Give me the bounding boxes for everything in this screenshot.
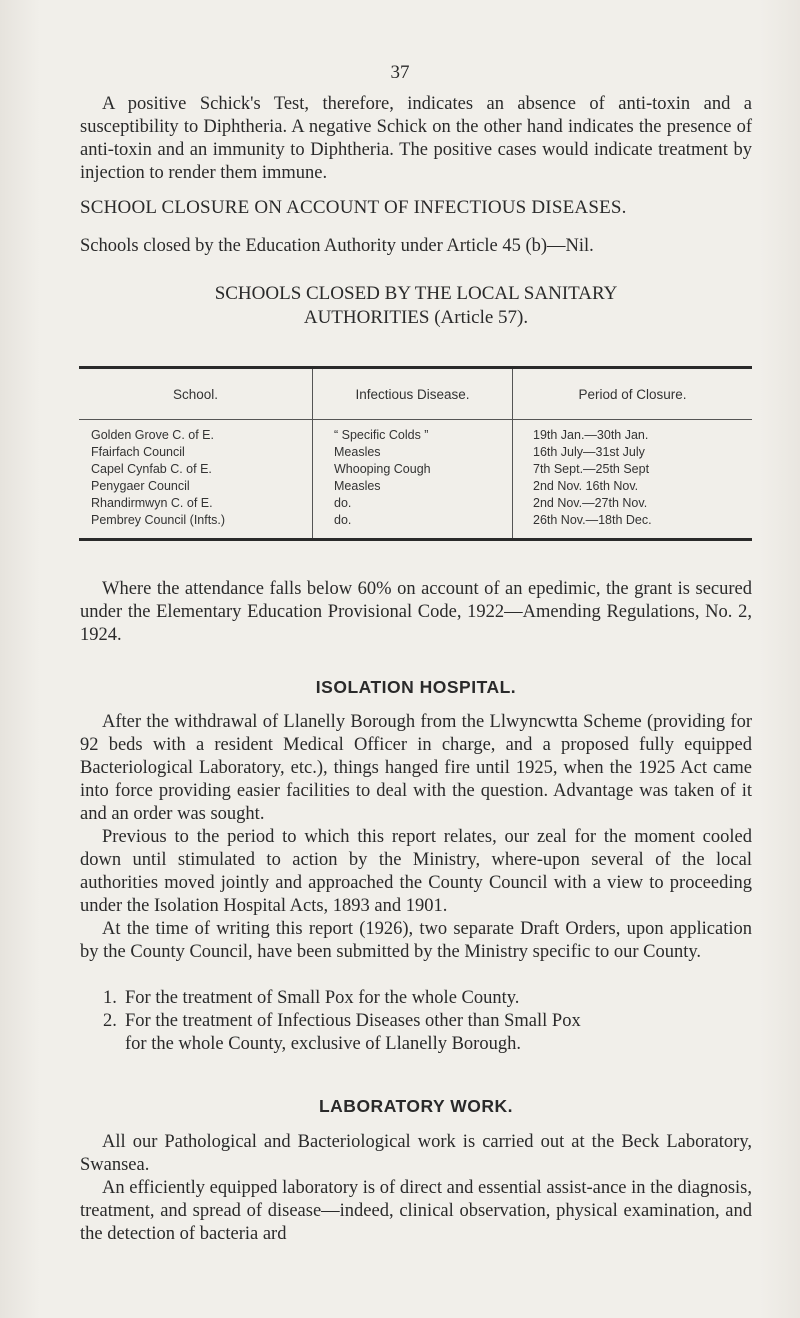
isolation-paragraph-2 xyxy=(80,826,752,918)
school-cell: Pembrey Council (Infts.) xyxy=(91,513,226,527)
laboratory-paragraph-1 xyxy=(80,1131,752,1177)
page-number: 37 xyxy=(390,62,410,83)
period-cell: 7th Sept.—25th Sept xyxy=(533,462,650,476)
period-cell: 16th July—31st July xyxy=(533,445,645,459)
table-header-row xyxy=(79,369,752,420)
school-cell: Capel Cynfab C. of E. xyxy=(91,462,212,476)
disease-cell: “ Specific Colds ” xyxy=(334,428,429,442)
list-item xyxy=(103,987,753,1010)
school-cell: Rhandirmwyn C. of E. xyxy=(91,496,213,510)
table-header-disease: Infectious Disease. xyxy=(313,369,513,419)
period-column xyxy=(513,420,752,538)
period-cell: 19th Jan.—30th Jan. xyxy=(533,428,649,442)
intro-paragraph xyxy=(80,93,752,185)
education-authority-line: Schools closed by the Education Authority under Article 45 (b)—Nil. xyxy=(80,236,594,256)
list-item-text-line1: For the treatment of Infectious Diseases other than Small Pox xyxy=(125,1011,581,1031)
isolation-hospital-heading: ISOLATION HOSPITAL. xyxy=(315,677,517,697)
period-cell: 2nd Nov.—27th Nov. xyxy=(533,496,648,510)
laboratory-paragraph-2 xyxy=(80,1177,752,1246)
table-header-school: School. xyxy=(79,369,313,419)
closure-table xyxy=(79,366,752,541)
list-item-text-line2: for the whole County, exclusive of Llanelly Borough. xyxy=(125,1034,521,1054)
school-cell: Penygaer Council xyxy=(91,479,190,493)
isolation-paragraph-2-text: Previous to the period to which this report relates, our zeal for the moment cooled down until stimulated to action by the Ministry, where-upon several of the local authorities moved jointly and approached the County Council with a view to proceeding under the Isolation Hospital Acts, 1893 and 1901. xyxy=(80,827,752,916)
attendance-paragraph xyxy=(80,578,752,647)
sanitary-heading xyxy=(80,282,752,330)
disease-cell: do. xyxy=(334,513,352,527)
intro-paragraph-text: A positive Schick's Test, therefore, indicates an absence of anti-toxin and a susceptibility to Diphtheria. A negative Schick on the other hand indicates the presence of anti-toxin and an immunity to Diphtheria. The positive cases would indicate treatment by injection to render them immune. xyxy=(80,94,752,183)
school-cell: Ffairfach Council xyxy=(91,445,185,459)
list-item-number: 2. xyxy=(103,1011,117,1031)
laboratory-paragraph-1-text: All our Pathological and Bacteriological work is carried out at the Beck Laboratory, Swansea. xyxy=(80,1132,752,1175)
isolation-paragraph-3-text: At the time of writing this report (1926), two separate Draft Orders, upon application by the County Council, have been submitted by the Ministry specific to our County. xyxy=(80,919,752,962)
isolation-paragraph-1 xyxy=(80,711,752,826)
attendance-paragraph-text: Where the attendance falls below 60% on account of an epedimic, the grant is secured under the Elementary Education Provisional Code, 1922—Amending Regulations, No. 2, 1924. xyxy=(80,579,752,645)
list-item-number: 1. xyxy=(103,988,117,1008)
table-body xyxy=(79,420,752,538)
disease-cell: Measles xyxy=(334,445,381,459)
list-item-text: For the treatment of Small Pox for the whole County. xyxy=(125,988,520,1008)
table-header-period: Period of Closure. xyxy=(578,386,687,402)
laboratory-paragraph-2-text: An efficiently equipped laboratory is of direct and essential assist-ance in the diagnosis, treatment, and spread of disease—indeed, clinical observation, physical examination, and the detection of bacteria ard xyxy=(80,1178,752,1244)
school-closure-heading: SCHOOL CLOSURE ON ACCOUNT OF INFECTIOUS DISEASES. xyxy=(80,197,627,218)
isolation-paragraph-1-text: After the withdrawal of Llanelly Borough from the Llwyncwtta Scheme (providing for 92 beds with a resident Medical Officer in charge, and a proposed fully equipped Bacteriological Laboratory, etc.), things hanged fire until 1925, when the 1925 Act came into force providing easier facilities to deal with the question. Advantage was taken of it and an order was sought. xyxy=(80,712,752,824)
sanitary-heading-line2: AUTHORITIES (Article 57). xyxy=(303,307,529,328)
school-column xyxy=(79,420,313,538)
school-cell: Golden Grove C. of E. xyxy=(91,428,214,442)
disease-column xyxy=(313,420,513,538)
list-item xyxy=(103,1010,753,1056)
sanitary-heading-line1: SCHOOLS CLOSED BY THE LOCAL SANITARY xyxy=(214,283,618,304)
disease-cell: Measles xyxy=(334,479,381,493)
period-cell: 26th Nov.—18th Dec. xyxy=(533,513,652,527)
disease-cell: Whooping Cough xyxy=(334,462,431,476)
laboratory-work-heading: LABORATORY WORK. xyxy=(318,1096,513,1116)
disease-cell: do. xyxy=(334,496,352,510)
period-cell: 2nd Nov. 16th Nov. xyxy=(533,479,639,493)
isolation-paragraph-3 xyxy=(80,918,752,964)
